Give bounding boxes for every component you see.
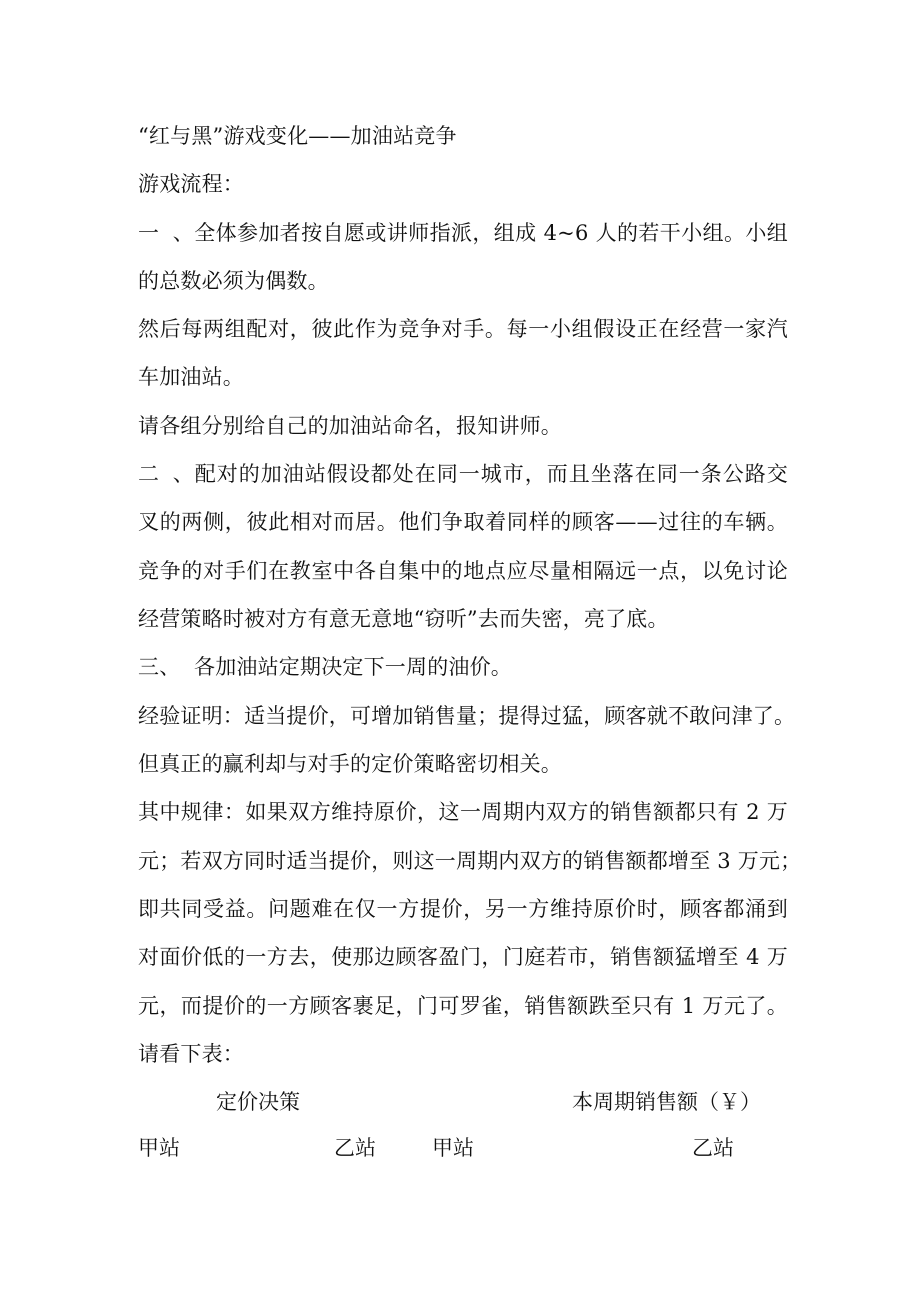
table-col-station-b-decision: 乙站 bbox=[334, 1136, 376, 1160]
step-2-text: 配对的加油站假设都处在同一城市，而且坐落在同一条公路交 bbox=[194, 462, 788, 486]
rule-line-1: 其中规律：如果双方维持原价，这一周期内双方的销售额都只有 2 万 bbox=[138, 800, 788, 824]
step-1-text: 全体参加者按自愿或讲师指派，组成 4~6 人的若干小组。小组 bbox=[194, 221, 788, 245]
table-header-weekly-sales: 本周期销售额（￥） bbox=[572, 1090, 761, 1114]
table-header-pricing-decision: 定价决策 bbox=[216, 1090, 300, 1114]
rule-line-4: 对面价低的一方去，使那边顾客盈门，门庭若市，销售额猛增至 4 万 bbox=[138, 945, 788, 969]
table-col-station-a-sales: 甲站 bbox=[432, 1136, 474, 1160]
step-2-line-1 bbox=[138, 460, 788, 488]
step-2-line-4: 经营策略时被对方有意无意地“窃听”去而失密，亮了底。 bbox=[138, 607, 669, 631]
rule-line-5: 元，而提价的一方顾客裹足，门可罗雀，销售额跌至只有 1 万元了。 bbox=[138, 994, 788, 1018]
table-col-station-b-sales: 乙站 bbox=[692, 1136, 734, 1160]
pairing-paragraph-line-1: 然后每两组配对，彼此作为竞争对手。每一小组假设正在经营一家汽 bbox=[138, 317, 788, 341]
step-1-line-2: 的总数必须为偶数。 bbox=[138, 269, 329, 293]
table-col-station-a-decision: 甲站 bbox=[138, 1136, 180, 1160]
step-3-number: 三、 bbox=[138, 655, 181, 679]
experience-line-1: 经验证明：适当提价，可增加销售量；提得过猛，顾客就不敢问津了。 bbox=[138, 704, 796, 728]
step-2-number: 二、 bbox=[138, 462, 194, 486]
rule-line-3: 即共同受益。问题难在仅一方提价，另一方维持原价时，顾客都涌到 bbox=[138, 897, 788, 921]
section-heading-game-flow: 游戏流程： bbox=[138, 172, 244, 196]
document-title: “红与黑”游戏变化——加油站竞争 bbox=[138, 124, 457, 148]
see-table-prompt: 请看下表： bbox=[138, 1042, 244, 1066]
experience-line-2: 但真正的赢利却与对手的定价策略密切相关。 bbox=[138, 752, 562, 776]
rule-line-2: 元；若双方同时适当提价，则这一周期内双方的销售额都增至 3 万元； bbox=[138, 849, 802, 873]
step-2-line-3: 竞争的对手们在教室中各自集中的地点应尽量相隔远一点，以免讨论 bbox=[138, 559, 788, 583]
step-3-text: 各加油站定期决定下一周的油价。 bbox=[194, 655, 512, 679]
step-3-line-1 bbox=[138, 653, 788, 681]
step-2-line-2: 叉的两侧，彼此相对而居。他们争取着同样的顾客——过往的车辆。 bbox=[138, 510, 788, 534]
pairing-paragraph-line-2: 车加油站。 bbox=[138, 365, 244, 389]
naming-instruction: 请各组分别给自己的加油站命名，报知讲师。 bbox=[138, 414, 562, 438]
step-1-line-1 bbox=[138, 219, 788, 247]
step-1-number: 一、 bbox=[138, 221, 194, 245]
